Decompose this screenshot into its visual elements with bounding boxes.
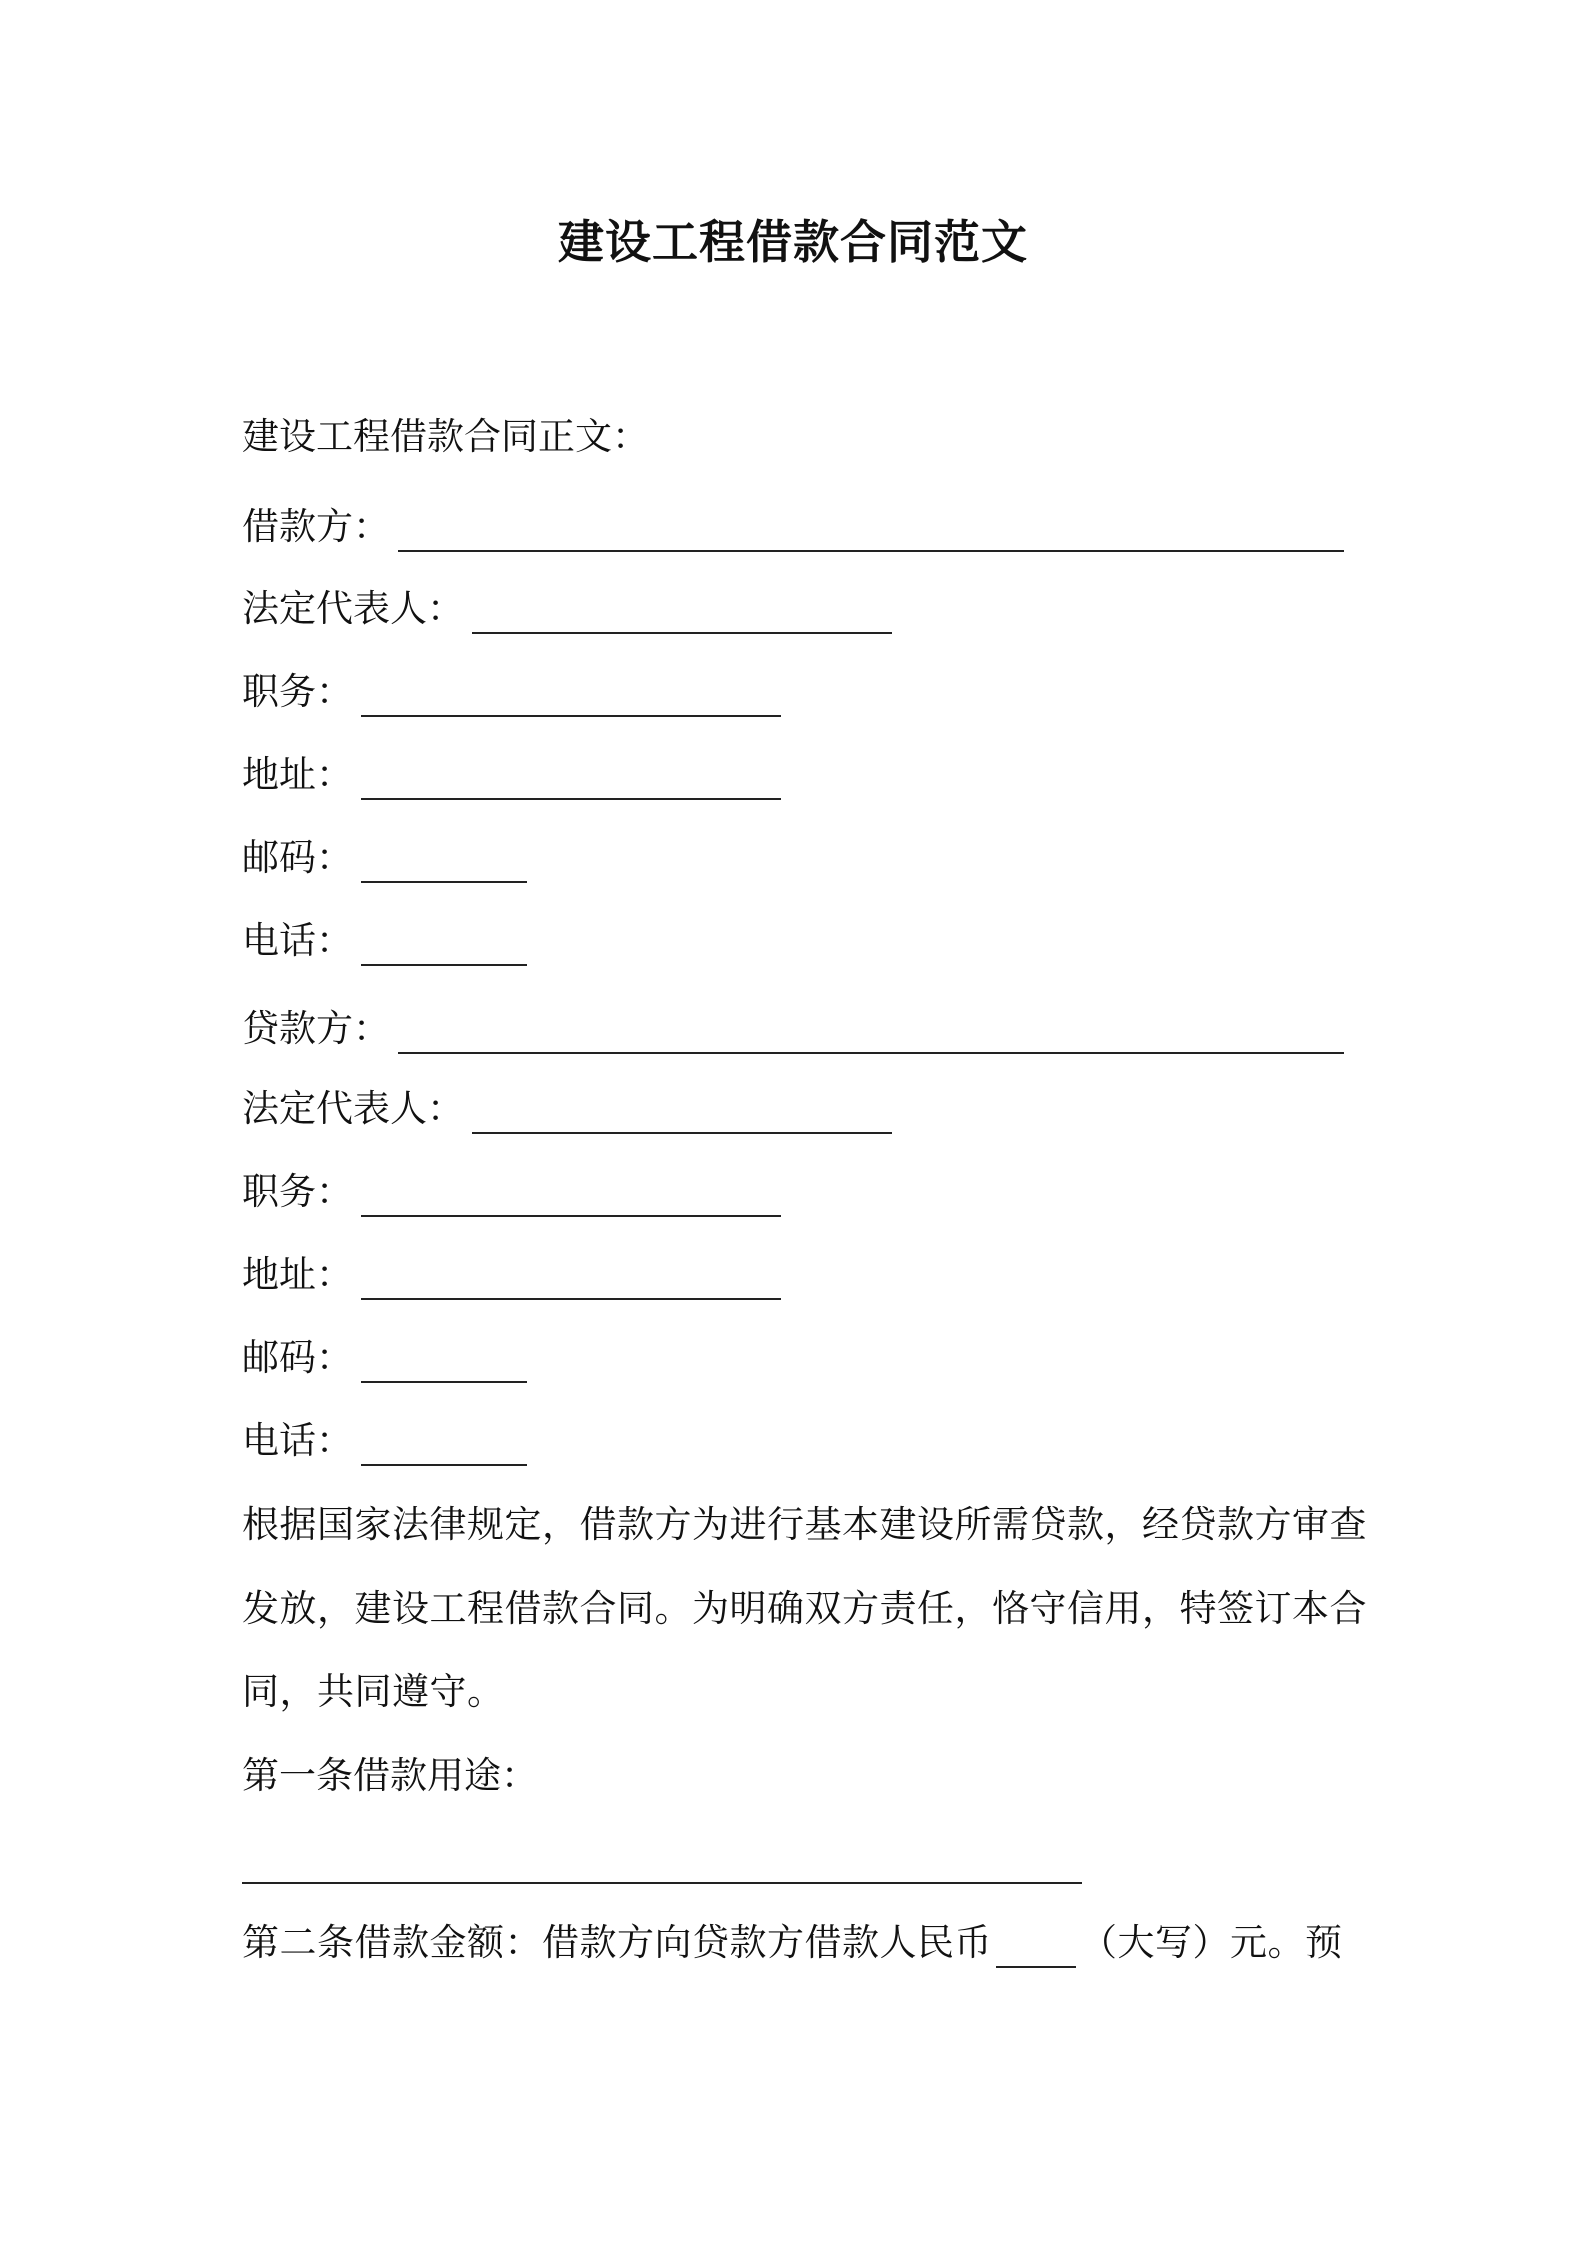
borrower-party-label: 借款方：	[242, 505, 390, 548]
document-title: 建设工程借款合同范文	[558, 215, 1028, 269]
preamble-line: 根据国家法律规定，借款方为进行基本建设所需贷款，经贷款方审查	[242, 1503, 1367, 1546]
borrower-phone-label: 电话：	[242, 919, 353, 962]
borrower-postcode-label: 邮码：	[242, 836, 353, 879]
lender-address-label: 地址：	[242, 1253, 353, 1296]
lender-phone-blank[interactable]	[361, 1426, 527, 1466]
contract-heading: 建设工程借款合同正文：	[242, 415, 649, 458]
lender-postcode-label: 邮码：	[242, 1336, 353, 1379]
lender-postcode-row	[242, 1333, 527, 1383]
borrower-position-blank[interactable]	[361, 677, 781, 717]
lender-rep-label: 法定代表人：	[242, 1087, 464, 1130]
borrower-postcode-blank[interactable]	[361, 843, 527, 883]
loan-amount-blank[interactable]	[996, 1928, 1076, 1968]
lender-party-label: 贷款方：	[242, 1007, 390, 1050]
article2-suffix: （大写）元。预	[1080, 1921, 1343, 1964]
lender-rep-row	[242, 1084, 892, 1134]
lender-address-row	[242, 1250, 781, 1300]
article1-label: 第一条借款用途：	[242, 1754, 538, 1797]
borrower-rep-label: 法定代表人：	[242, 587, 464, 630]
lender-position-row	[242, 1167, 781, 1217]
article2-prefix: 第二条借款金额：借款方向贷款方借款人民币	[242, 1921, 992, 1964]
borrower-postcode-row	[242, 833, 527, 883]
borrower-party-blank[interactable]	[398, 512, 1344, 552]
borrower-party-row	[242, 502, 1344, 552]
lender-address-blank[interactable]	[361, 1260, 781, 1300]
article1-purpose-blank[interactable]	[242, 1882, 1082, 1884]
lender-party-row	[242, 1004, 1344, 1054]
borrower-phone-row	[242, 916, 527, 966]
borrower-rep-blank[interactable]	[472, 594, 892, 634]
lender-position-blank[interactable]	[361, 1177, 781, 1217]
lender-position-label: 职务：	[242, 1170, 353, 1213]
lender-postcode-blank[interactable]	[361, 1343, 527, 1383]
lender-phone-label: 电话：	[242, 1419, 353, 1462]
preamble-line: 发放，建设工程借款合同。为明确双方责任，恪守信用，特签订本合	[242, 1587, 1367, 1630]
borrower-rep-row	[242, 584, 892, 634]
borrower-phone-blank[interactable]	[361, 926, 527, 966]
article2-row	[242, 1918, 1343, 1968]
lender-phone-row	[242, 1416, 527, 1466]
borrower-position-label: 职务：	[242, 670, 353, 713]
lender-party-blank[interactable]	[398, 1014, 1344, 1054]
borrower-position-row	[242, 667, 781, 717]
borrower-address-row	[242, 750, 781, 800]
preamble-line: 同，共同遵守。	[242, 1670, 505, 1713]
lender-rep-blank[interactable]	[472, 1094, 892, 1134]
borrower-address-label: 地址：	[242, 753, 353, 796]
borrower-address-blank[interactable]	[361, 760, 781, 800]
